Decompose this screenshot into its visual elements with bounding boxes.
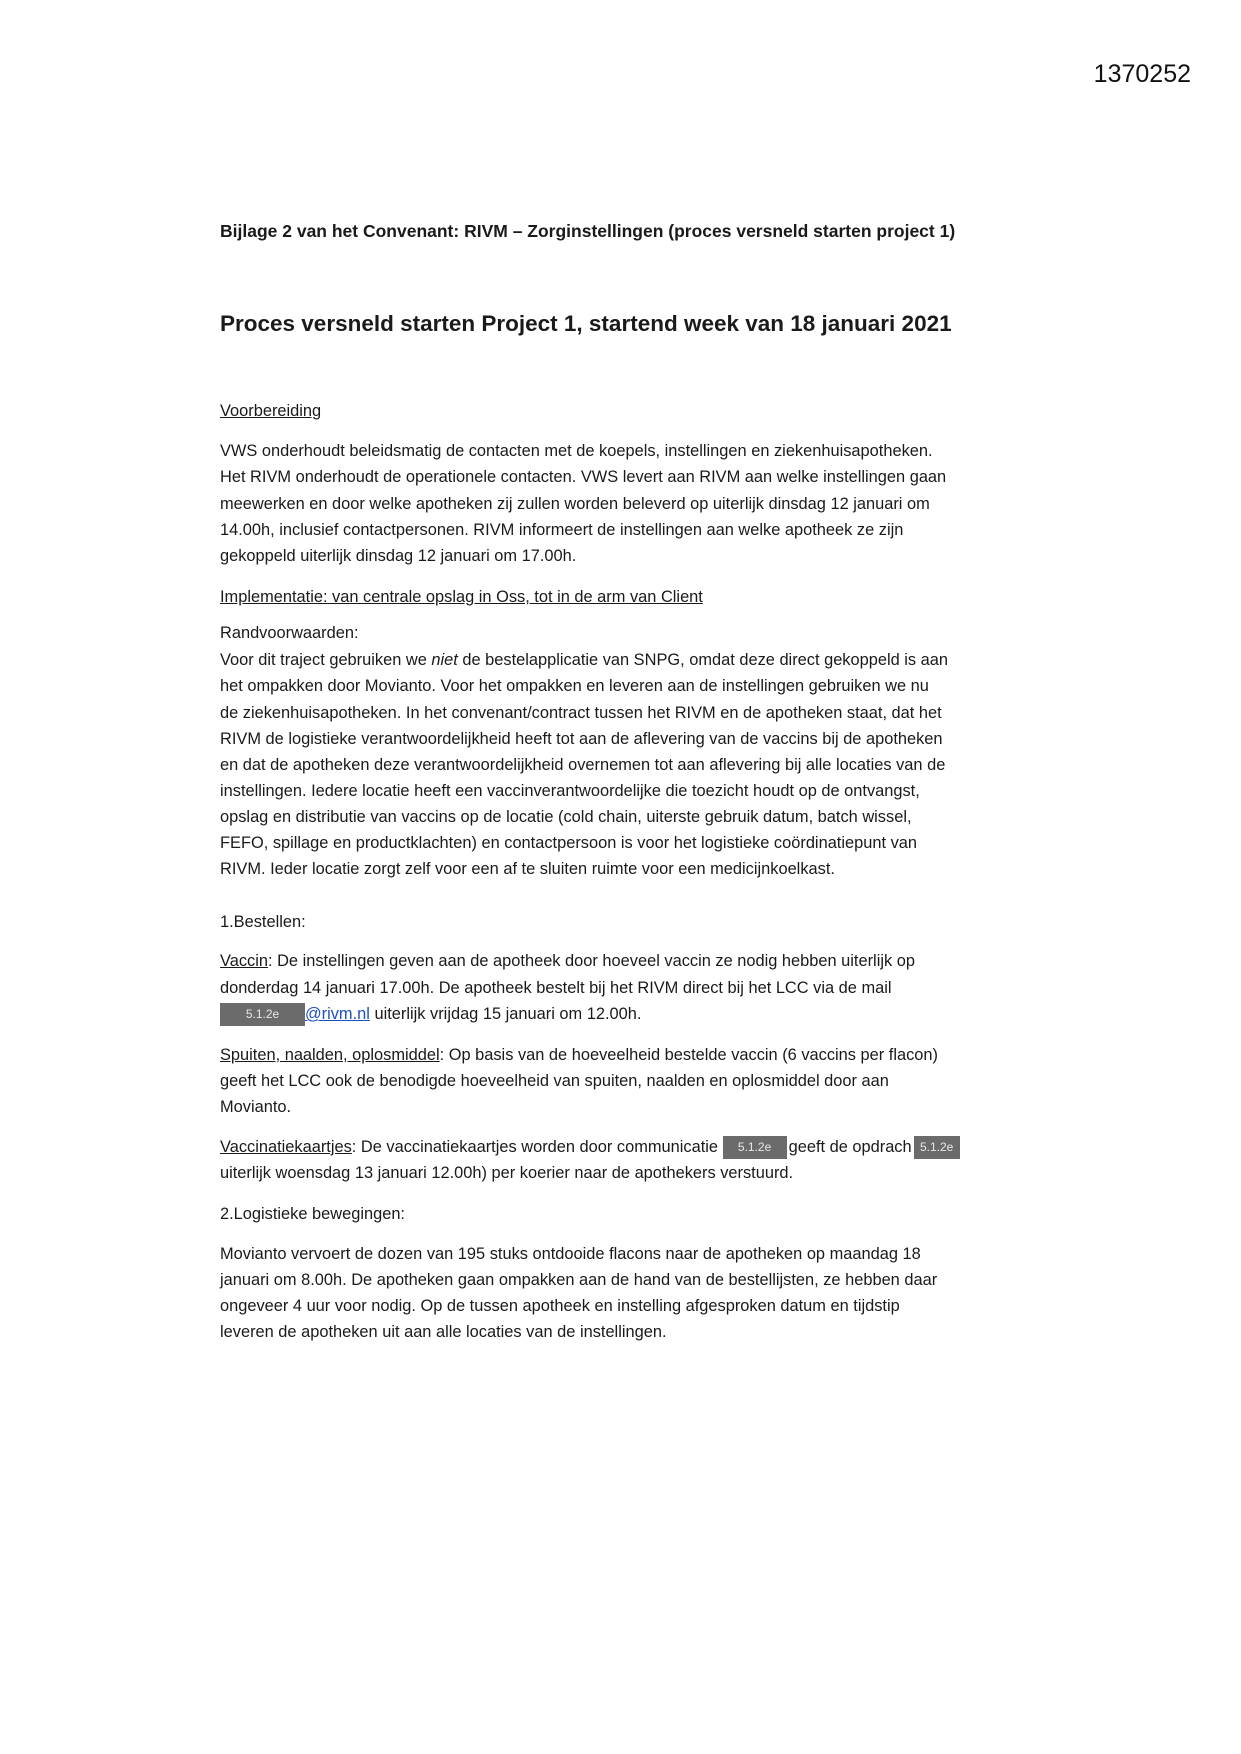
text: Voor dit traject gebruiken we bbox=[220, 651, 432, 669]
paragraph-line: FEFO, spillage en productklachten) en contactpersoon is voor het logistieke coördinatiepunt van bbox=[220, 834, 918, 852]
paragraph-line: leveren de apotheken uit aan alle locaties van de instellingen. bbox=[220, 1323, 667, 1341]
redaction-box: 5.1.2e bbox=[723, 1136, 787, 1159]
paragraph-line: en dat de apotheken deze verantwoordelijkheid overnemen tot aan aflevering bij alle locaties van de bbox=[220, 756, 946, 774]
section-heading-bestellen: 1.Bestellen: bbox=[220, 913, 306, 931]
paragraph-line: VWS onderhoudt beleidsmatig de contacten met de koepels, instellingen en ziekenhuisapotheken. bbox=[220, 442, 933, 460]
paragraph-line: januari om 8.00h. De apotheken gaan ompakken aan de hand van de bestellijsten, ze hebben daar bbox=[220, 1271, 938, 1289]
paragraph-line: uiterlijk woensdag 13 januari 12.00h) per koerier naar de apothekers verstuurd. bbox=[220, 1164, 794, 1182]
paragraph-line: instellingen. Iedere locatie heeft een vaccinverantwoordelijke die toezicht houdt op de ontvangst, bbox=[220, 782, 920, 800]
text: : Op basis van de hoeveelheid bestelde vaccin (6 vaccins per flacon) bbox=[439, 1046, 938, 1064]
text: : De instellingen geven aan de apotheek door hoeveel vaccin ze nodig hebben uiterlijk op bbox=[267, 952, 915, 970]
paragraph-line: Movianto. bbox=[220, 1098, 292, 1116]
paragraph-line bbox=[220, 1001, 641, 1027]
redaction-box: 5.1.2e bbox=[220, 1003, 305, 1026]
subheading-randvoorwaarden: Randvoorwaarden: bbox=[220, 624, 359, 642]
text: : De vaccinatiekaartjes worden door communicatie bbox=[351, 1138, 723, 1156]
paragraph-line: RIVM de logistieke verantwoordelijkheid heeft tot aan de aflevering van de vaccins bij de apotheken bbox=[220, 730, 943, 748]
paragraph-line: 14.00h, inclusief contactpersonen. RIVM informeert de instellingen aan welke apotheek ze zijn bbox=[220, 521, 904, 539]
paragraph-line: de ziekenhuisapotheken. In het convenant/contract tussen het RIVM en de apotheken staat, dat het bbox=[220, 704, 942, 722]
label-vaccinatiekaartjes: Vaccinatiekaartjes bbox=[220, 1138, 352, 1156]
label-spuiten: Spuiten, naalden, oplosmiddel bbox=[220, 1046, 440, 1064]
text: uiterlijk vrijdag 15 januari om 12.00h. bbox=[369, 1005, 642, 1023]
paragraph-line: het ompakken door Movianto. Voor het ompakken en leveren aan de instellingen gebruiken we nu bbox=[220, 677, 929, 695]
paragraph-line: donderdag 14 januari 17.00h. De apotheek bestelt bij het RIVM direct bij het LCC via de mail bbox=[220, 979, 892, 997]
section-heading-logistiek: 2.Logistieke bewegingen: bbox=[220, 1205, 405, 1223]
paragraph-line: Het RIVM onderhoudt de operationele contacten. VWS levert aan RIVM aan welke instellingen gaan bbox=[220, 468, 947, 486]
paragraph-line: meewerken en door welke apotheken zij zullen worden beleverd op uiterlijk dinsdag 12 januari om bbox=[220, 495, 930, 513]
label-vaccin: Vaccin bbox=[220, 952, 268, 970]
paragraph-line bbox=[220, 647, 948, 673]
text: de bestelapplicatie van SNPG, omdat deze direct gekoppeld is aan bbox=[457, 651, 949, 669]
paragraph-line bbox=[220, 948, 915, 974]
emphasis: niet bbox=[431, 651, 458, 669]
document-title: Proces versneld starten Project 1, startend week van 18 januari 2021 bbox=[220, 311, 952, 336]
paragraph-line: ongeveer 4 uur voor nodig. Op de tussen apotheek en instelling afgesproken datum en tijdstip bbox=[220, 1297, 900, 1315]
paragraph-line bbox=[220, 1134, 960, 1160]
email-link[interactable]: @rivm.nl bbox=[305, 1005, 370, 1023]
section-heading-implementatie: Implementatie: van centrale opslag in Oss, tot in de arm van Client bbox=[220, 588, 703, 606]
paragraph-line: geeft het LCC ook de benodigde hoeveelheid van spuiten, naalden en oplosmiddel door aan bbox=[220, 1072, 889, 1090]
text: geeft de opdrach bbox=[788, 1138, 912, 1156]
paragraph-line bbox=[220, 1042, 938, 1068]
document-number: 1370252 bbox=[1093, 60, 1191, 88]
paragraph-line: gekoppeld uiterlijk dinsdag 12 januari om 17.00h. bbox=[220, 547, 577, 565]
paragraph-line: opslag en distributie van vaccins op de locatie (cold chain, uiterste gebruik datum, batch wissel, bbox=[220, 808, 912, 826]
section-heading-voorbereiding: Voorbereiding bbox=[220, 402, 322, 420]
redaction-box: 5.1.2e bbox=[914, 1136, 960, 1159]
annex-heading: Bijlage 2 van het Convenant: RIVM – Zorginstellingen (proces versneld starten project 1) bbox=[220, 221, 956, 241]
paragraph-line: RIVM. Ieder locatie zorgt zelf voor een af te sluiten ruimte voor een medicijnkoelkast. bbox=[220, 860, 835, 878]
paragraph-line: Movianto vervoert de dozen van 195 stuks ontdooide flacons naar de apotheken op maandag 18 bbox=[220, 1245, 921, 1263]
